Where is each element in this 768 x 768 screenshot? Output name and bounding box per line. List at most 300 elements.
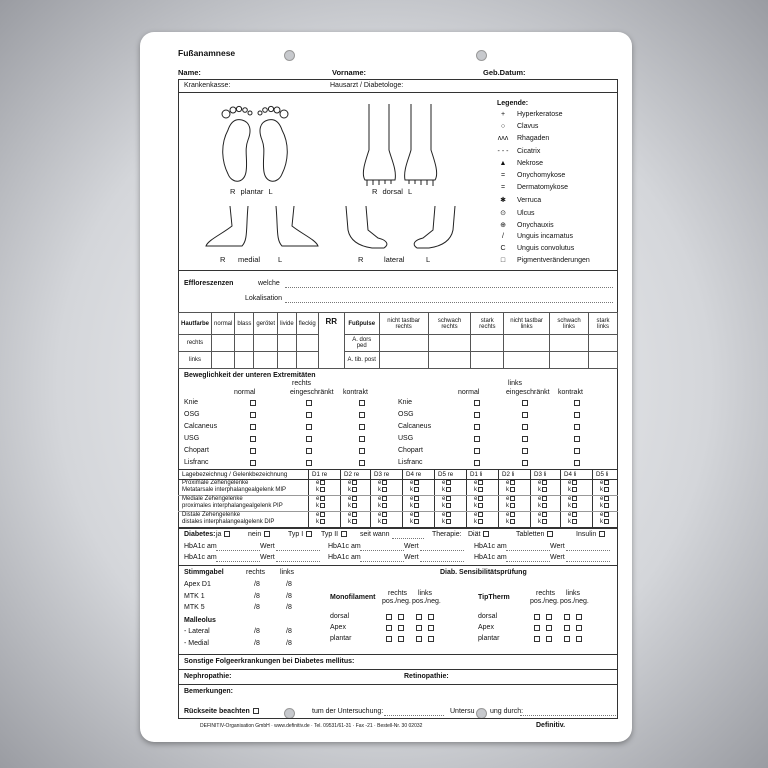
k-option[interactable] [600,519,609,525]
k-option[interactable] [506,487,515,493]
e-option[interactable] [474,496,483,502]
legend-label: Clavus [517,123,539,131]
stimmgabel-right-value[interactable]: /8 [254,639,260,647]
monofilament-checkbox[interactable] [428,614,434,620]
k-checkbox[interactable] [414,503,419,508]
therapie-diaet-option[interactable] [468,531,489,538]
e-checkbox[interactable] [352,496,357,501]
e-option[interactable] [348,480,357,486]
monofilament-checkbox[interactable] [398,625,404,631]
e-checkbox[interactable] [542,496,547,501]
e-option[interactable] [378,496,387,502]
e-checkbox[interactable] [446,480,451,485]
punch-hole [284,50,295,61]
therapie-insulin-option[interactable] [576,531,605,538]
joint-checkbox[interactable] [250,424,256,430]
monofilament-checkbox[interactable] [398,614,404,620]
joint-checkbox[interactable] [250,448,256,454]
k-label: k [506,503,509,510]
joint-checkbox[interactable] [522,436,528,442]
joint-checkbox[interactable] [250,412,256,418]
joint-checkbox[interactable] [359,400,365,406]
joint-checkbox[interactable] [574,412,580,418]
joint-label: Lisfranc [184,459,209,466]
cell[interactable] [504,352,550,369]
e-checkbox[interactable] [604,496,609,501]
monofilament-checkbox[interactable] [428,636,434,642]
stimmgabel-left-value[interactable]: /8 [286,628,292,635]
col-stark-rechts: stark rechts [471,313,504,335]
k-checkbox[interactable] [510,519,515,524]
k-checkbox[interactable] [542,487,547,492]
diabetes-typ1-checkbox[interactable] [306,531,312,537]
cell[interactable] [379,335,428,352]
e-checkbox[interactable] [320,496,325,501]
diabetes-ja-option[interactable] [216,531,230,538]
k-checkbox[interactable] [446,503,451,508]
tiptherm-checkbox[interactable] [564,625,570,631]
e-option[interactable] [538,496,547,502]
joint-checkbox[interactable] [474,424,480,430]
e-option[interactable] [316,480,325,486]
e-checkbox[interactable] [414,512,419,517]
wert-field[interactable] [420,561,464,562]
joint-checkbox[interactable] [474,460,480,466]
k-checkbox[interactable] [572,503,577,508]
k-option[interactable] [600,487,609,493]
k-label: k [538,487,541,494]
joint-checkbox[interactable] [522,460,528,466]
tiptherm-checkbox[interactable] [576,636,582,642]
k-checkbox[interactable] [572,487,577,492]
tiptherm-checkbox[interactable] [546,636,552,642]
legend-item [493,111,590,123]
tiptherm-posneg-r: pos./neg. [530,598,559,605]
e-option[interactable] [316,512,325,518]
e-option[interactable] [410,512,419,518]
k-option[interactable] [378,487,387,493]
e-option[interactable] [348,512,357,518]
k-label: k [378,519,381,526]
legend-symbol: = [500,171,506,179]
joint-checkbox[interactable] [359,448,365,454]
joint-checkbox[interactable] [306,424,312,430]
cell[interactable] [589,352,618,369]
joint-checkbox[interactable] [250,460,256,466]
joint-checkbox[interactable] [359,424,365,430]
e-option[interactable] [474,512,483,518]
cell[interactable] [278,352,297,369]
stimmgabel-right-value[interactable]: /8 [254,604,260,611]
legend-item [493,160,590,172]
tiptherm-checkbox[interactable] [576,614,582,620]
col-geroetet: gerötet [254,313,278,335]
stimmgabel-left-value[interactable]: /8 [286,604,292,611]
tiptherm-checkbox[interactable] [564,614,570,620]
e-label: e [410,480,414,487]
diabetes-nein-checkbox[interactable] [264,531,270,537]
e-checkbox[interactable] [510,480,515,485]
e-option[interactable] [378,480,387,486]
e-checkbox[interactable] [572,480,577,485]
tiptherm-posneg-l: pos./neg. [560,598,589,605]
k-option[interactable] [474,503,483,509]
untersucher-field[interactable] [520,715,616,716]
e-checkbox[interactable] [542,480,547,485]
monofilament-checkbox[interactable] [428,625,434,631]
diabetes-label: Diabetes: [184,531,216,538]
e-checkbox[interactable] [510,496,515,501]
monofilament-checkbox[interactable] [386,636,392,642]
e-option[interactable] [538,480,547,486]
left-header-group: links [508,380,523,387]
tiptherm-checkbox[interactable] [546,625,552,631]
e-option[interactable] [538,512,547,518]
joint-label: Chopart [398,447,423,454]
diabetes-typ2-checkbox[interactable] [341,531,347,537]
cell[interactable] [471,335,504,352]
k-checkbox[interactable] [542,503,547,508]
k-checkbox[interactable] [542,519,547,524]
k-checkbox[interactable] [382,487,387,492]
cell[interactable] [254,335,278,352]
joint-checkbox[interactable] [306,436,312,442]
k-option[interactable] [348,519,357,525]
k-option[interactable] [506,503,515,509]
gelenk-col: D1 re [312,471,328,478]
tiptherm-checkbox[interactable] [534,614,540,620]
k-checkbox[interactable] [446,519,451,524]
k-checkbox[interactable] [382,519,387,524]
cell[interactable] [296,335,318,352]
e-option[interactable] [442,480,451,486]
e-option[interactable] [568,496,577,502]
joint-checkbox[interactable] [306,448,312,454]
cell[interactable] [235,335,254,352]
monofilament-checkbox[interactable] [416,614,422,620]
joint-checkbox[interactable] [359,460,365,466]
k-checkbox[interactable] [604,503,609,508]
e-checkbox[interactable] [320,480,325,485]
wert-label: Wert [260,554,275,561]
k-checkbox[interactable] [414,487,419,492]
diabetes-ja-checkbox[interactable] [224,531,230,537]
joint-checkbox[interactable] [522,424,528,430]
tiptherm-checkbox[interactable] [534,625,540,631]
cell[interactable] [212,352,235,369]
e-label: e [348,480,352,487]
effloreszenzen-label: Effloreszenzen [184,280,234,287]
joint-checkbox[interactable] [574,460,580,466]
e-label: e [378,480,382,487]
e-checkbox[interactable] [572,512,577,517]
e-option[interactable] [600,496,609,502]
k-option[interactable] [474,487,483,493]
datum-field[interactable] [384,715,444,716]
cell[interactable] [296,352,318,369]
e-option[interactable] [568,480,577,486]
e-checkbox[interactable] [446,512,451,517]
plantar-foot-diagram [210,100,320,190]
wert-field[interactable] [566,561,610,562]
cell[interactable] [278,335,297,352]
k-label: k [410,487,413,494]
e-checkbox[interactable] [382,480,387,485]
k-label: k [410,503,413,510]
e-checkbox[interactable] [446,496,451,501]
e-checkbox[interactable] [352,480,357,485]
e-checkbox[interactable] [604,512,609,517]
k-checkbox[interactable] [446,487,451,492]
retinopathie-label: Retinopathie: [404,673,449,680]
diabetes-nein-option[interactable] [248,531,270,538]
therapie-tabletten-label: Tabletten [516,531,545,538]
tiptherm-site: dorsal [478,613,498,620]
e-option[interactable] [410,496,419,502]
legend-symbol: = [500,184,506,192]
welche-field[interactable] [285,287,613,288]
k-option[interactable] [600,503,609,509]
gelenk-row-line1: Proximale Zehengelenke [182,480,249,486]
stimmgabel-left-value[interactable]: /8 [286,592,292,600]
e-checkbox[interactable] [572,496,577,501]
tiptherm-checkbox[interactable] [576,625,582,631]
tiptherm-checkbox[interactable] [564,636,570,642]
joint-checkbox[interactable] [522,400,528,406]
cell[interactable] [212,335,235,352]
k-checkbox[interactable] [320,519,325,524]
joint-checkbox[interactable] [359,412,365,418]
monofilament-checkbox[interactable] [386,625,392,631]
joint-checkbox[interactable] [474,436,480,442]
therapie-insulin-checkbox[interactable] [599,531,605,537]
k-option[interactable] [568,519,577,525]
e-checkbox[interactable] [320,512,325,517]
k-checkbox[interactable] [604,519,609,524]
joint-checkbox[interactable] [474,448,480,454]
tiptherm-checkbox[interactable] [546,614,552,620]
hba1c-date-field[interactable] [216,561,260,562]
cell[interactable] [589,335,618,352]
hba1c-label: HbA1c am [328,554,361,561]
gelenk-row-line1: Mediale Zehengelenke [182,496,243,502]
e-checkbox[interactable] [382,512,387,517]
k-label: k [538,519,541,526]
k-option[interactable] [348,503,357,509]
k-label: k [568,487,571,494]
legend-item [493,233,590,245]
stimmgabel-row-label: MTK 1 [184,592,205,600]
hba1c-date-field[interactable] [360,550,404,551]
legend-title: Legende: [497,100,529,107]
k-option[interactable] [538,503,547,509]
k-option[interactable] [410,519,419,525]
k-checkbox[interactable] [414,519,419,524]
hba1c-date-field[interactable] [360,561,404,562]
e-label: e [474,496,478,503]
e-checkbox[interactable] [478,512,483,517]
rueckseite-checkbox[interactable] [253,708,259,714]
joint-checkbox[interactable] [574,448,580,454]
monofilament-checkbox[interactable] [386,614,392,620]
cell[interactable] [471,352,504,369]
k-option[interactable] [442,487,451,493]
k-option[interactable] [442,519,451,525]
e-checkbox[interactable] [478,496,483,501]
k-checkbox[interactable] [510,487,515,492]
stimmgabel-right-value[interactable]: /8 [254,592,260,600]
stimmgabel-left-value[interactable]: /8 [286,639,292,647]
gelenk-col: D2 re [344,471,360,478]
legend-item [493,196,590,208]
cell[interactable] [235,352,254,369]
e-checkbox[interactable] [510,512,515,517]
k-option[interactable] [316,503,325,509]
joint-checkbox[interactable] [574,436,580,442]
monofilament-checkbox[interactable] [416,636,422,642]
tiptherm-checkbox[interactable] [534,636,540,642]
joint-checkbox[interactable] [574,400,580,406]
hba1c-date-field[interactable] [506,550,550,551]
k-option[interactable] [378,503,387,509]
e-option[interactable] [600,512,609,518]
k-option[interactable] [568,503,577,509]
cell[interactable] [504,335,550,352]
e-checkbox[interactable] [604,480,609,485]
therapie-tabletten-option[interactable] [516,531,553,538]
diabetes-typ1-option[interactable] [288,531,312,538]
e-option[interactable] [506,496,515,502]
tiptherm-rechts: rechts [536,590,556,597]
diabetes-typ1-label: Typ I [288,531,304,538]
gelenk-col-divider [308,469,309,527]
k-option[interactable] [410,503,419,509]
seit-wann-field[interactable] [392,538,424,539]
monofilament-checkbox[interactable] [398,636,404,642]
k-option[interactable] [538,519,547,525]
joint-checkbox[interactable] [474,412,480,418]
k-checkbox[interactable] [604,487,609,492]
e-option[interactable] [442,496,451,502]
legend-item [493,172,590,184]
col-fleckig: fleckig [296,313,318,335]
e-option[interactable] [506,480,515,486]
joint-checkbox[interactable] [306,460,312,466]
sonstige-label: Sonstige Folgeerkrankungen bei Diabetes mellitus: [184,658,355,665]
e-checkbox[interactable] [542,512,547,517]
joint-checkbox[interactable] [306,400,312,406]
joint-checkbox[interactable] [250,400,256,406]
k-label: k [538,503,541,510]
k-option[interactable] [348,487,357,493]
e-option[interactable] [474,480,483,486]
joint-checkbox[interactable] [522,412,528,418]
therapie-tabletten-checkbox[interactable] [547,531,553,537]
stimmgabel-right-value[interactable]: /8 [254,581,260,588]
lokalisation-field[interactable] [285,302,613,303]
k-checkbox[interactable] [478,519,483,524]
e-option[interactable] [348,496,357,502]
k-option[interactable] [316,519,325,525]
hba1c-date-field[interactable] [506,561,550,562]
k-checkbox[interactable] [478,487,483,492]
e-checkbox[interactable] [414,480,419,485]
k-checkbox[interactable] [510,503,515,508]
skin-pulse-table [178,312,618,369]
k-checkbox[interactable] [382,503,387,508]
right-col-1: eingeschränkt [290,389,334,396]
k-option[interactable] [474,519,483,525]
cell[interactable] [549,335,588,352]
k-checkbox[interactable] [320,503,325,508]
stimmgabel-right-value[interactable]: /8 [254,628,260,635]
cell[interactable] [428,335,471,352]
hba1c-label: HbA1c am [184,543,217,550]
e-option[interactable] [316,496,325,502]
gelenk-col: D1 li [470,471,483,478]
cell[interactable] [379,352,428,369]
e-checkbox[interactable] [382,496,387,501]
cell[interactable] [549,352,588,369]
cell[interactable] [428,352,471,369]
joint-checkbox[interactable] [250,436,256,442]
wert-field[interactable] [420,550,464,551]
k-label: k [316,503,319,510]
k-option[interactable] [316,487,325,493]
k-checkbox[interactable] [352,487,357,492]
therapie-diaet-checkbox[interactable] [483,531,489,537]
joint-checkbox[interactable] [306,412,312,418]
e-option[interactable] [506,512,515,518]
k-checkbox[interactable] [572,519,577,524]
e-option[interactable] [410,480,419,486]
joint-checkbox[interactable] [359,436,365,442]
joint-checkbox[interactable] [574,424,580,430]
gelenk-col: D2 li [502,471,515,478]
stimmgabel-left-value[interactable]: /8 [286,581,292,588]
k-option[interactable] [506,519,515,525]
gelenk-row-line2: Metatarsale interphalangealgelenk MIP [182,487,287,493]
e-option[interactable] [442,512,451,518]
wert-field[interactable] [276,561,320,562]
wert-field[interactable] [566,550,610,551]
k-checkbox[interactable] [320,487,325,492]
k-checkbox[interactable] [352,519,357,524]
legend-label: Unguis convolutus [517,245,575,253]
joint-checkbox[interactable] [522,448,528,454]
k-checkbox[interactable] [352,503,357,508]
e-option[interactable] [600,480,609,486]
cell[interactable] [254,352,278,369]
k-option[interactable] [378,519,387,525]
k-option[interactable] [568,487,577,493]
diabetes-typ2-option[interactable] [321,531,347,538]
wert-field[interactable] [276,550,320,551]
k-option[interactable] [538,487,547,493]
joint-checkbox[interactable] [474,400,480,406]
e-checkbox[interactable] [478,480,483,485]
monofilament-checkbox[interactable] [416,625,422,631]
k-checkbox[interactable] [478,503,483,508]
hba1c-date-field[interactable] [216,550,260,551]
e-option[interactable] [568,512,577,518]
k-option[interactable] [442,503,451,509]
e-checkbox[interactable] [414,496,419,501]
e-option[interactable] [378,512,387,518]
gelenk-col: D3 li [534,471,547,478]
k-option[interactable] [410,487,419,493]
e-checkbox[interactable] [352,512,357,517]
